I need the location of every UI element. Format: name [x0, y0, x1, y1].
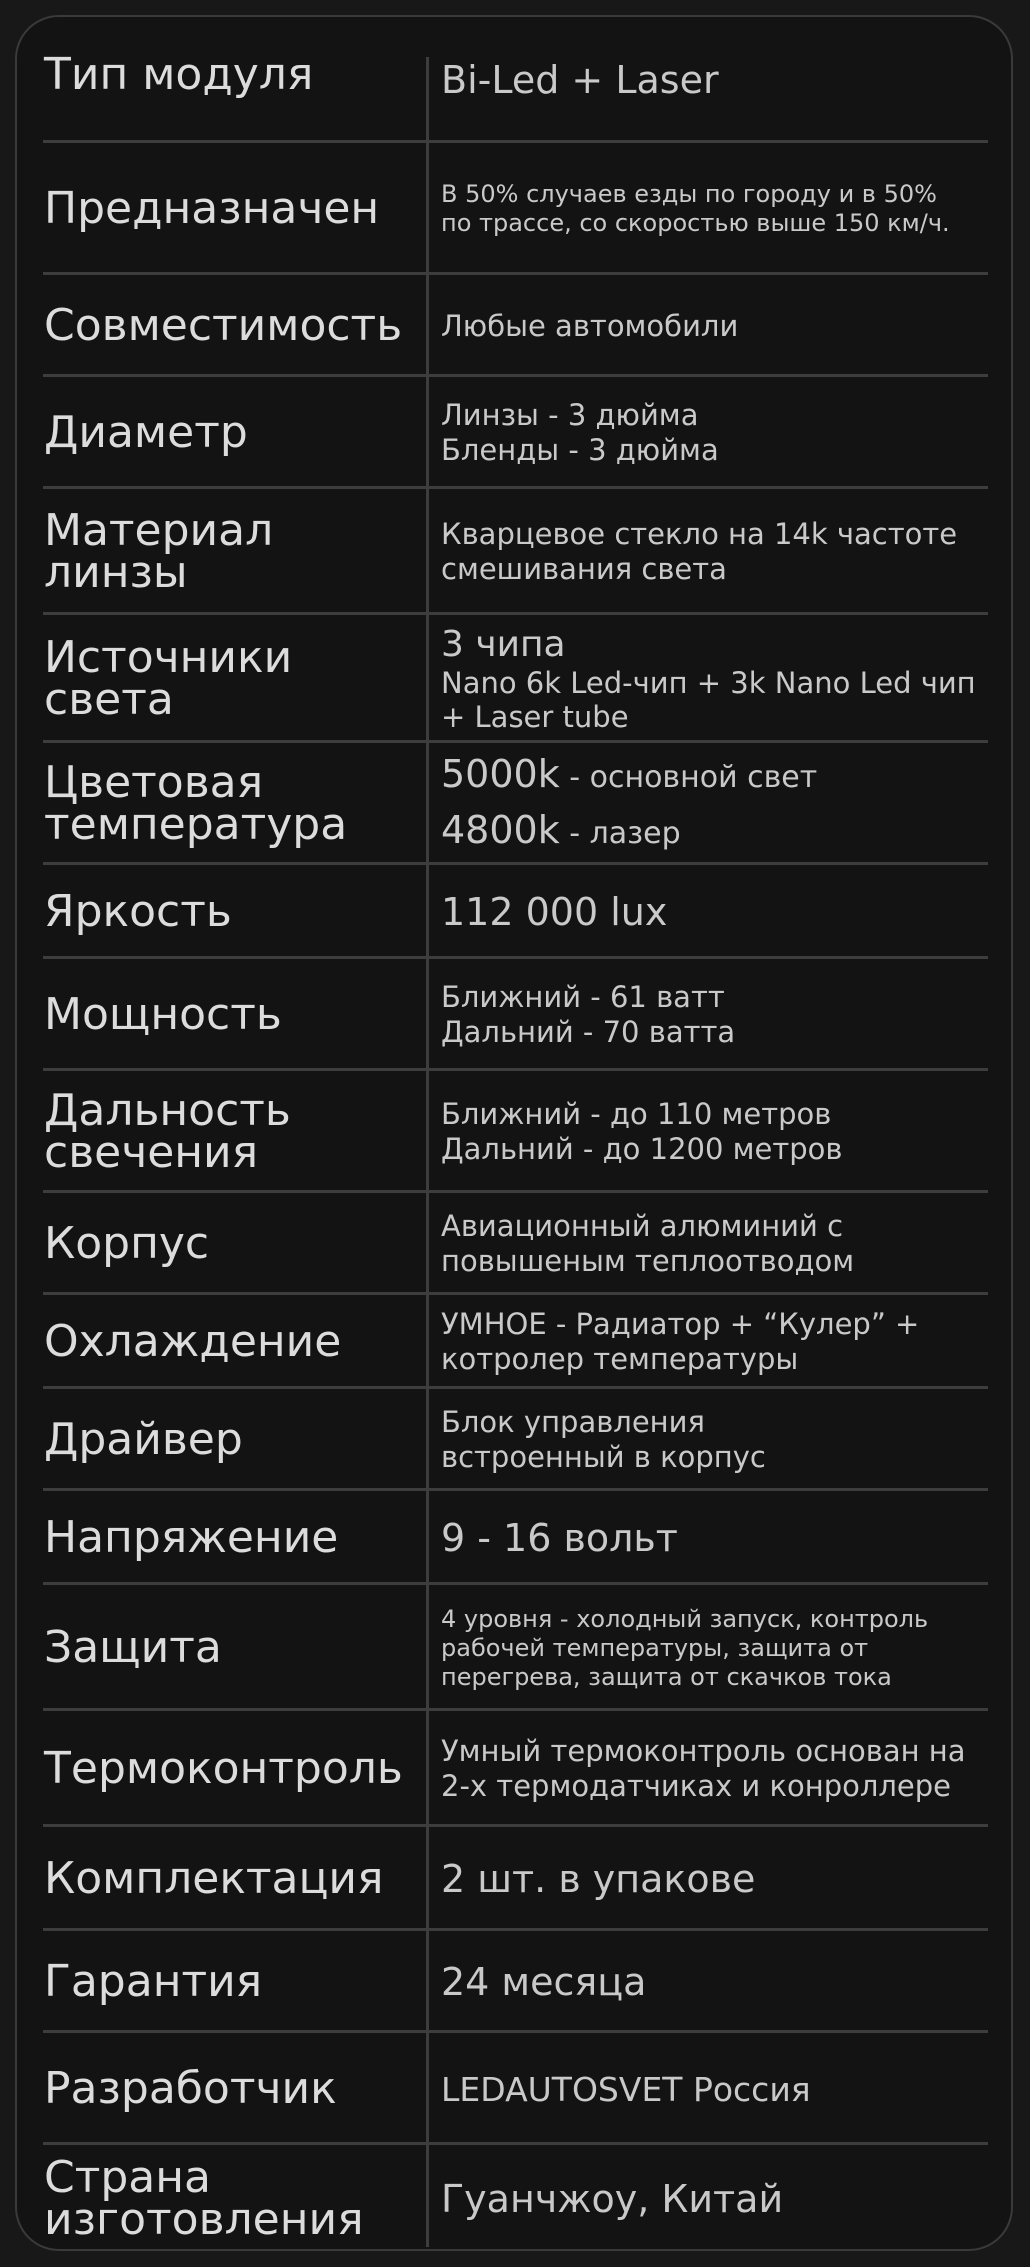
spec-label: Напряжение: [44, 1512, 339, 1563]
spec-value: Умный термоконтроль основан на 2-х термодатчиках и конроллере: [441, 1734, 966, 1803]
spec-label: Корпус: [44, 1218, 210, 1269]
spec-row-voltage: [17, 1491, 1015, 1585]
spec-label: Защита: [44, 1622, 222, 1673]
spec-value: Bi-Led + Laser: [441, 58, 719, 102]
temperature-laser-note: - лазер: [559, 816, 681, 851]
spec-value: Кварцевое стекло на 14k частоте смешивания света: [441, 517, 958, 586]
spec-value: Ближний - 61 ватт Дальний - 70 ватта: [441, 980, 736, 1049]
spec-label: Совместимость: [44, 300, 403, 351]
spec-row-range: [17, 1071, 1015, 1193]
spec-label: Яркость: [44, 886, 232, 937]
spec-label: Цветовая температура: [44, 757, 348, 850]
spec-row-purpose: [17, 143, 1015, 275]
temperature-main-note: - основной свет: [559, 760, 818, 795]
spec-row-color-temperature: [17, 743, 1015, 865]
spec-label: Материал линзы: [44, 505, 274, 598]
spec-label: Источники света: [44, 632, 293, 725]
temperature-laser-value: 4800k: [441, 808, 560, 852]
temperature-main-value: 5000k: [441, 752, 560, 796]
spec-row-warranty: [17, 1931, 1015, 2033]
spec-label: Страна изготовления: [44, 2152, 364, 2245]
spec-value: Ближний - до 110 метров Дальний - до 1200 метров: [441, 1097, 843, 1166]
spec-value: LEDAUTOSVET Россия: [441, 2069, 811, 2109]
spec-label: Диаметр: [44, 407, 248, 458]
spec-table: [15, 15, 1013, 2251]
spec-value: [427, 615, 1015, 743]
spec-label: Предназначен: [44, 183, 380, 234]
spec-row-light-sources: [17, 615, 1015, 743]
spec-value: В 50% случаев езды по городу и в 50% по трассе, со скоростью выше 150 км/ч.: [441, 180, 950, 237]
spec-label: Охлаждение: [44, 1316, 342, 1367]
spec-row-diameter: [17, 377, 1015, 489]
spec-label: Комплектация: [44, 1853, 384, 1904]
spec-value: УМНОЕ - Радиатор + “Кулер” + котролер температуры: [441, 1307, 920, 1376]
spec-label: Разработчик: [44, 2063, 337, 2114]
spec-label: Дальность свечения: [44, 1085, 291, 1178]
spec-value: 24 месяца: [441, 1960, 647, 2004]
temperature-laser-line: [441, 804, 1015, 860]
spec-label: Термоконтроль: [44, 1743, 403, 1794]
spec-value: Любые автомобили: [441, 308, 739, 343]
spec-label: Тип модуля: [44, 49, 314, 100]
chip-count: 3 чипа: [441, 624, 566, 665]
temperature-main-line: [441, 748, 1015, 804]
spec-label: Гарантия: [44, 1956, 263, 2007]
spec-value: Блок управления встроенный в корпус: [441, 1405, 766, 1474]
spec-row-driver: [17, 1389, 1015, 1491]
spec-value: Авиационный алюминий с повышеным теплоотводом: [441, 1209, 855, 1278]
spec-row-cooling: [17, 1295, 1015, 1389]
spec-value: [427, 743, 1015, 865]
spec-row-housing: [17, 1193, 1015, 1295]
spec-value: 112 000 lux: [441, 890, 668, 934]
spec-row-brightness: [17, 865, 1015, 959]
spec-row-developer: [17, 2033, 1015, 2145]
spec-row-power: [17, 959, 1015, 1071]
spec-row-protection: [17, 1585, 1015, 1711]
spec-value: Гуанчжоу, Китай: [441, 2177, 784, 2221]
chip-details: Nano 6k Led-чип + 3k Nano Led чип + Laser tube: [441, 666, 976, 734]
spec-row-package: [17, 1827, 1015, 1931]
spec-row-country: [17, 2145, 1015, 2253]
spec-row-thermal-control: [17, 1711, 1015, 1827]
spec-label: Драйвер: [44, 1414, 243, 1465]
spec-row-module-type: [17, 17, 1015, 143]
spec-row-compatibility: [17, 275, 1015, 377]
spec-value: 2 шт. в упакове: [441, 1857, 756, 1901]
spec-value: Линзы - 3 дюйма Бленды - 3 дюйма: [441, 398, 719, 467]
spec-value: 9 - 16 вольт: [441, 1516, 678, 1560]
spec-row-lens-material: [17, 489, 1015, 615]
spec-label: Мощность: [44, 989, 282, 1040]
spec-value: 4 уровня - холодный запуск, контроль рабочей температуры, защита от перегрева, защита от скачков тока: [441, 1604, 929, 1691]
